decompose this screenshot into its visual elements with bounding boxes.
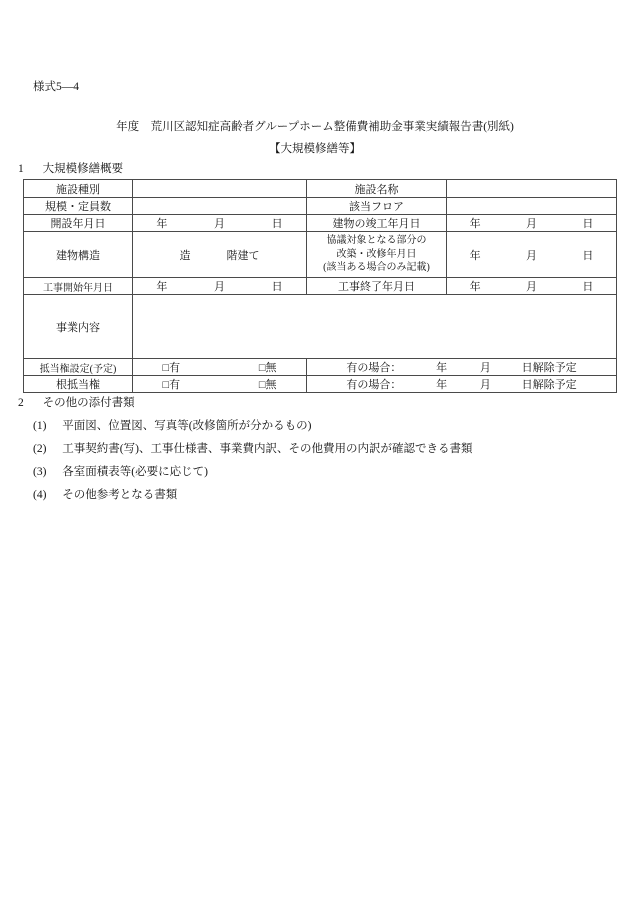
building-structure-label: 建物構造 [24,232,133,278]
if-yes-label: 有の場合： [346,379,402,391]
release-planned-label: 日解除予定 [521,362,577,374]
scale-capacity-label: 規模・定員数 [24,198,133,215]
year-label: 年 [156,218,168,230]
applicable-floor-label: 該当フロア [307,198,447,215]
building-structure-value-cell [133,232,307,278]
attachment-item-text: その他参考となる書類 [62,489,178,501]
year-label: 年 [469,249,481,262]
day-label: 日 [582,218,594,230]
attachment-item-number: (4) [33,489,47,501]
attachment-item-text: 工事契約書(写)、工事仕様書、事業費内訳、その他費用の内訳が確認できる書類 [62,443,473,455]
revolving-mortgage-checkbox-cell [133,376,307,393]
renovation-date-label-line1: 協議対象となる部分の [326,235,427,247]
list-item [33,488,472,503]
facility-name-value-cell [447,180,617,198]
section1-number: 1 [18,163,24,175]
year-label: 年 [469,281,481,293]
revolving-mortgage-label: 根抵当権 [24,376,133,393]
building-completion-date-value-cell [447,215,617,232]
year-label: 年 [436,379,448,391]
business-content-value-cell [133,295,617,359]
month-label: 月 [479,379,491,391]
table-row [24,278,617,295]
renovation-date-label-line2: 改築・改修年月日 [336,248,417,260]
revolving-mortgage-release-date-cell [307,376,617,393]
attachment-item-number: (2) [33,443,47,455]
renovation-date-value-cell [447,232,617,278]
month-label: 月 [213,218,225,230]
if-yes-label: 有の場合： [346,362,402,374]
month-label: 月 [479,362,491,374]
revolving-mortgage-yes-checkbox[interactable]: □有 [162,379,181,391]
table-row [24,376,617,393]
day-label: 日 [582,249,594,262]
document-subtitle: 【大規模修繕等】 [269,143,361,155]
opening-date-label: 開設年月日 [24,215,133,232]
mortgage-release-date-cell [307,359,617,376]
overview-table [23,179,617,393]
construction-start-date-label: 工事開始年月日 [24,278,133,295]
construction-end-date-label: 工事終了年月日 [307,278,447,295]
year-label: 年 [156,281,168,293]
applicable-floor-value-cell [447,198,617,215]
section2-heading [18,396,472,411]
table-row [24,295,617,359]
mortgage-checkbox-cell [133,359,307,376]
list-item [33,419,472,434]
section1-heading [18,162,123,177]
month-label: 月 [525,218,537,230]
table-row [24,198,617,215]
list-item [33,442,472,457]
structure-type-suffix: 造 [179,249,191,262]
attachment-item-text: 各室面積表等(必要に応じて) [62,466,208,478]
attachment-item-text: 平面図、位置図、写真等(改修箇所が分かるもの) [62,420,312,432]
section1-title: 大規模修繕概要 [42,163,124,175]
month-label: 月 [525,249,537,262]
list-item [33,465,472,480]
facility-type-label: 施設種別 [24,180,133,198]
day-label: 日 [271,281,283,293]
construction-start-date-value-cell [133,278,307,295]
attachment-item-number: (1) [33,420,47,432]
year-label: 年 [436,362,448,374]
month-label: 月 [525,281,537,293]
attachment-item-number: (3) [33,466,47,478]
facility-type-value-cell [133,180,307,198]
renovation-date-label-line3: (該当ある場合のみ記載) [323,262,430,274]
section2-attachments [18,396,472,503]
document-title: 年度 荒川区認知症高齢者グループホーム整備費補助金事業実績報告書(別紙) [116,121,514,133]
revolving-mortgage-no-checkbox[interactable]: □無 [258,379,277,391]
construction-end-date-value-cell [447,278,617,295]
building-completion-date-label: 建物の竣工年月日 [307,215,447,232]
mortgage-no-checkbox[interactable]: □無 [258,362,277,374]
month-label: 月 [213,281,225,293]
opening-date-value-cell [133,215,307,232]
form-number: 様式5―4 [33,81,79,93]
day-label: 日 [271,218,283,230]
table-row [24,215,617,232]
section2-number: 2 [18,397,24,409]
scale-capacity-value-cell [133,198,307,215]
mortgage-yes-checkbox[interactable]: □有 [162,362,181,374]
day-label: 日 [582,281,594,293]
table-row [24,359,617,376]
section2-title: その他の添付書類 [42,397,135,409]
mortgage-planned-label: 抵当権設定(予定) [24,359,133,376]
business-content-label: 事業内容 [24,295,133,359]
renovation-date-label [307,232,447,278]
year-label: 年 [469,218,481,230]
facility-name-label: 施設名称 [307,180,447,198]
release-planned-label: 日解除予定 [521,379,577,391]
structure-floors-suffix: 階建て [226,249,260,262]
table-row [24,180,617,198]
table-row [24,232,617,278]
